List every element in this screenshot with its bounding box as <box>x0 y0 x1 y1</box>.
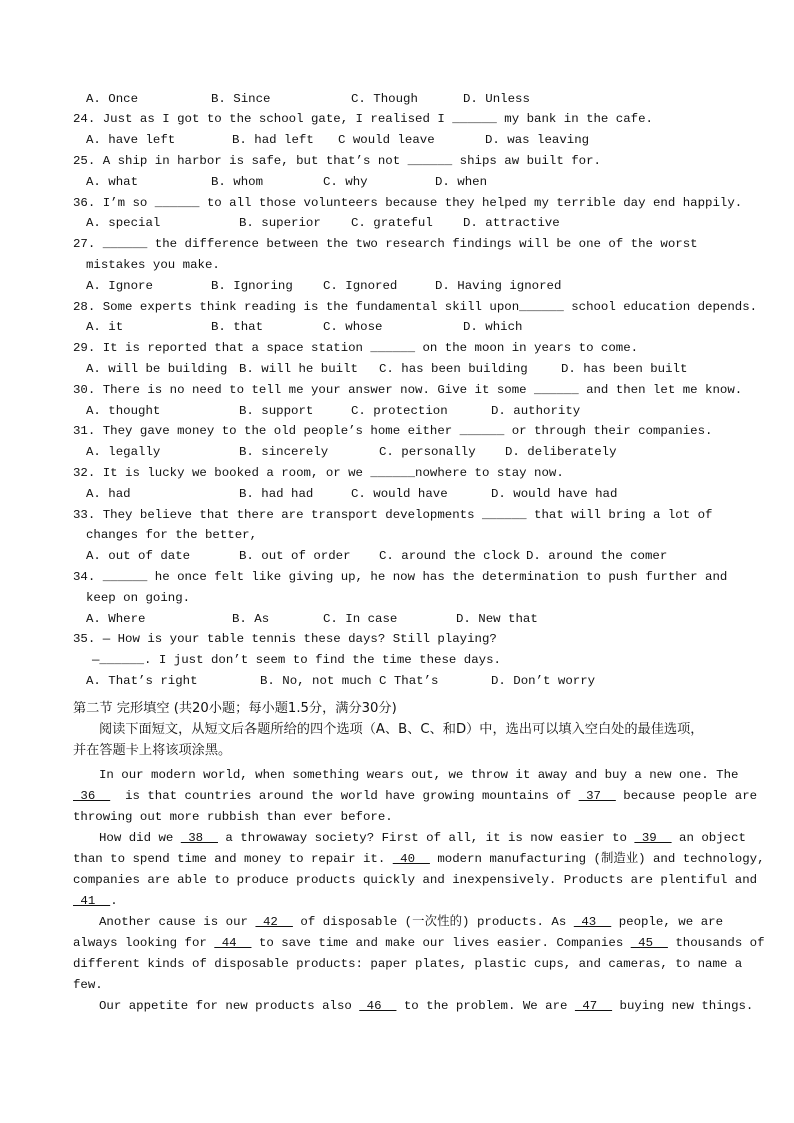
question-31: 31. They gave money to the old people’s home either ______ or through their companies. <box>73 424 713 438</box>
option-b: B. No, not much C That’s <box>260 674 439 688</box>
question-25: 25. A ship in harbor is safe, but that’s not ______ ships aw built for. <box>73 154 601 168</box>
option-a: A. special <box>86 216 161 230</box>
blank-46: 46 <box>359 999 397 1013</box>
passage-line: throwing out more rubbish than ever before. <box>73 810 393 824</box>
blank-45: 45 <box>630 936 668 950</box>
option-c: C. whose <box>323 320 383 334</box>
option-b: B. support <box>239 404 314 418</box>
passage-line: than to spend time and money to repair it. 40 modern manufacturing (制造业) and technology, <box>73 852 765 866</box>
option-a: A. thought <box>86 404 161 418</box>
option-a: A. have left <box>86 133 176 147</box>
option-d: D. New that <box>456 612 538 626</box>
option-b: B. had left <box>232 133 314 147</box>
question-28: 28. Some experts think reading is the fundamental skill upon______ school education depends. <box>73 300 758 314</box>
blank-36: 36 <box>73 789 111 803</box>
blank-42: 42 <box>255 915 293 929</box>
option-b: B. that <box>211 320 264 334</box>
option-a: A. out of date <box>86 549 191 563</box>
option-c: C. protection <box>351 404 448 418</box>
option-d: D. Unless <box>463 92 530 106</box>
option-d: D. deliberately <box>505 445 617 459</box>
option-b: B. whom <box>211 175 264 189</box>
option-a: A. had <box>86 487 131 501</box>
option-c: C. why <box>323 175 368 189</box>
section-instruction: 阅读下面短文，从短文后各题所给的四个选项（A、B、C、和D）中，选出可以填入空白处的最佳选项， <box>99 722 704 737</box>
option-a: A. Once <box>86 92 139 106</box>
option-d: D. when <box>435 175 488 189</box>
option-d: D. Having ignored <box>435 279 562 293</box>
question-35-reply: —______. I just don’t seem to find the time these days. <box>92 653 501 667</box>
passage-line: Our appetite for new products also 46 to the problem. We are 47 buying new things. <box>99 999 754 1013</box>
section-heading: 第二节 完形填空 (共20小题；每小题1.5分，满分30分) <box>73 701 397 716</box>
passage-line: companies are able to produce products quickly and inexpensively. Products are plentiful and <box>73 873 758 887</box>
question-30: 30. There is no need to tell me your answer now. Give it some ______ and then let me know. <box>73 383 743 397</box>
question-33-cont: changes for the better, <box>86 528 258 542</box>
question-27-cont: mistakes you make. <box>86 258 220 272</box>
option-c: C. personally <box>379 445 476 459</box>
blank-39: 39 <box>634 831 672 845</box>
option-b: B. out of order <box>239 549 351 563</box>
option-b: B. As <box>232 612 270 626</box>
option-c: C. Though <box>351 92 418 106</box>
question-33: 33. They believe that there are transport developments ______ that will bring a lot of <box>73 508 713 522</box>
option-a: A. Where <box>86 612 146 626</box>
option-d: D. Don’t worry <box>491 674 596 688</box>
option-d: D. has been built <box>561 362 688 376</box>
option-d: D. was leaving <box>485 133 590 147</box>
option-a: A. That’s right <box>86 674 198 688</box>
option-b: B. Since <box>211 92 271 106</box>
blank-41: 41 <box>73 894 111 908</box>
option-b: B. had had <box>239 487 314 501</box>
passage-line: always looking for 44 to save time and make our lives easier. Companies 45 thousands of <box>73 936 765 950</box>
option-c: C. would have <box>351 487 448 501</box>
question-34: 34. ______ he once felt like giving up, he now has the determination to push further and <box>73 570 728 584</box>
option-c: C. Ignored <box>323 279 398 293</box>
option-b: B. superior <box>239 216 321 230</box>
option-b: B. will he built <box>239 362 358 376</box>
option-d: D. around the comer <box>526 549 668 563</box>
blank-43: 43 <box>573 915 612 929</box>
passage-line: Another cause is our 42 of disposable (一次性的) products. As 43 people, we are <box>99 915 724 929</box>
option-a: A. what <box>86 175 139 189</box>
passage-line: different kinds of disposable products: paper plates, plastic cups, and cameras, to name a <box>73 957 743 971</box>
option-d: D. authority <box>491 404 581 418</box>
option-c: C. In case <box>323 612 398 626</box>
option-a: A. Ignore <box>86 279 153 293</box>
option-c: C would leave <box>338 133 435 147</box>
option-d: D. would have had <box>491 487 618 501</box>
option-d: D. attractive <box>463 216 560 230</box>
section-instruction-cont: 并在答题卡上将该项涂黑。 <box>73 743 232 758</box>
blank-47: 47 <box>574 999 613 1013</box>
passage-line: few. <box>73 978 103 992</box>
question-24: 24. Just as I got to the school gate, I realised I ______ my bank in the cafe. <box>73 112 653 126</box>
option-c: C. has been building <box>379 362 528 376</box>
passage-line: How did we 38 a throwaway society? First of all, it is now easier to 39 an object <box>99 831 746 845</box>
question-27: 27. ______ the difference between the two research findings will be one of the worst <box>73 237 698 251</box>
blank-37: 37 <box>578 789 616 803</box>
option-b: B. sincerely <box>239 445 329 459</box>
cloze-passage <box>73 765 765 1017</box>
blank-40: 40 <box>392 852 430 866</box>
question-32: 32. It is lucky we booked a room, or we ______nowhere to stay now. <box>73 466 564 480</box>
passage-line: 36 is that countries around the world have growing mountains of 37 because people are <box>73 789 758 803</box>
passage-line: In our modern world, when something wears out, we throw it away and buy a new one. The <box>99 768 739 782</box>
option-a: A. will be building <box>86 362 228 376</box>
question-34-cont: keep on going. <box>86 591 191 605</box>
passage-line: 41 . <box>73 894 118 908</box>
option-c: C. around the clock <box>379 549 521 563</box>
blank-38: 38 <box>180 831 218 845</box>
option-b: B. Ignoring <box>211 279 293 293</box>
question-29: 29. It is reported that a space station ______ on the moon in years to come. <box>73 341 639 355</box>
option-a: A. it <box>86 320 124 334</box>
option-d: D. which <box>463 320 523 334</box>
option-c: C. grateful <box>351 216 433 230</box>
question-36: 36. I’m so ______ to all those volunteers because they helped my terrible day end happily. <box>73 196 743 210</box>
option-a: A. legally <box>86 445 161 459</box>
question-35: 35. — How is your table tennis these days? Still playing? <box>73 632 497 646</box>
blank-44: 44 <box>214 936 252 950</box>
